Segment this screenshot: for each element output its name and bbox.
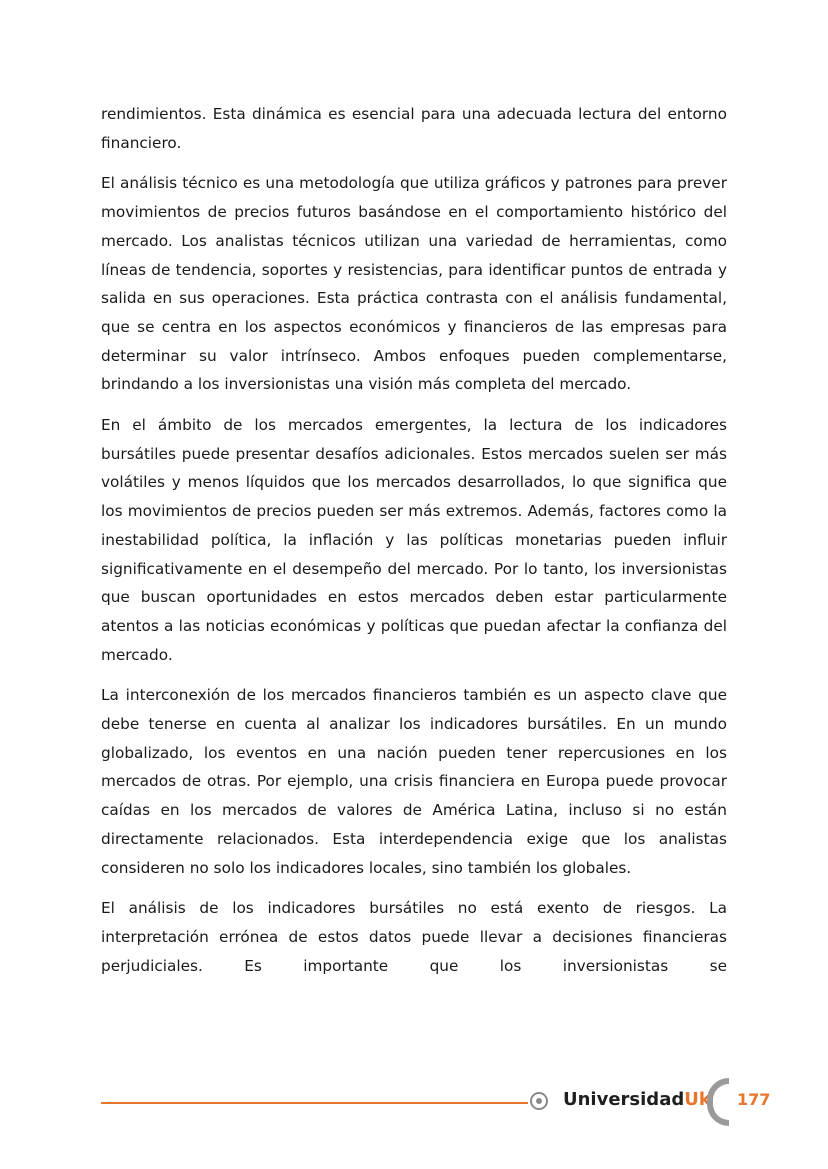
paragraph: En el ámbito de los mercados emergentes, la lectura de los indicadores bursátiles puede presentar desafíos adicionales. Estos mercados suelen ser más volátiles y menos líquidos que los mercados desarrollados, lo que significa que los movimientos de precios pueden ser más extremos. Además, factores como la inestabilidad política, la inflación y las políticas monetarias pueden influir significativamente en el desempeño del mercado. Por lo tanto, los inversionistas que buscan oportunidades en estos mercados deben estar particularmente atentos a las noticias económicas y políticas que puedan afectar la confianza del mercado. (101, 416, 727, 664)
paragraph: El análisis de los indicadores bursátiles no está exento de riesgos. La interpretación errónea de estos datos puede llevar a decisiones financieras perjudiciales. Es importante que los inversionistas se (101, 899, 727, 975)
paragraph: La interconexión de los mercados financieros también es un aspecto clave que debe tenerse en cuenta al analizar los indicadores bursátiles. En un mundo globalizado, los eventos en una nación pueden tener repercusiones en los mercados de otras. Por ejemplo, una crisis financiera en Europa puede provocar caídas en los mercados de valores de América Latina, incluso si no están directamente relacionados. Esta interdependencia exige que los analistas consideren no solo los indicadores locales, sino también los globales. (101, 686, 727, 877)
brand-accent: Uk (684, 1089, 711, 1110)
paragraph: El análisis técnico es una metodología que utiliza gráficos y patrones para prever movimientos de precios futuros basándose en el comportamiento histórico del mercado. Los analistas técnicos utilizan una variedad de herramientas, como líneas de tendencia, soportes y resistencias, para identificar puntos de entrada y salida en sus operaciones. Esta práctica contrasta con el análisis fundamental, que se centra en los aspectos económicos y financieros de las empresas para determinar su valor intrínseco. Ambos enfoques pueden complementarse, brindando a los inversionistas una visión más completa del mercado. (101, 174, 727, 394)
brand-name: Universidad (563, 1089, 685, 1110)
footer-divider-line (101, 1102, 528, 1104)
page-body (101, 100, 727, 992)
paragraph: rendimientos. Esta dinámica es esencial para una adecuada lectura del entorno financiero. (101, 105, 727, 152)
page-footer (101, 1078, 781, 1128)
target-circle-icon (530, 1092, 548, 1110)
brand-logo (563, 1089, 711, 1110)
page-number: 177 (737, 1090, 771, 1109)
bracket-decoration-icon (707, 1078, 729, 1126)
